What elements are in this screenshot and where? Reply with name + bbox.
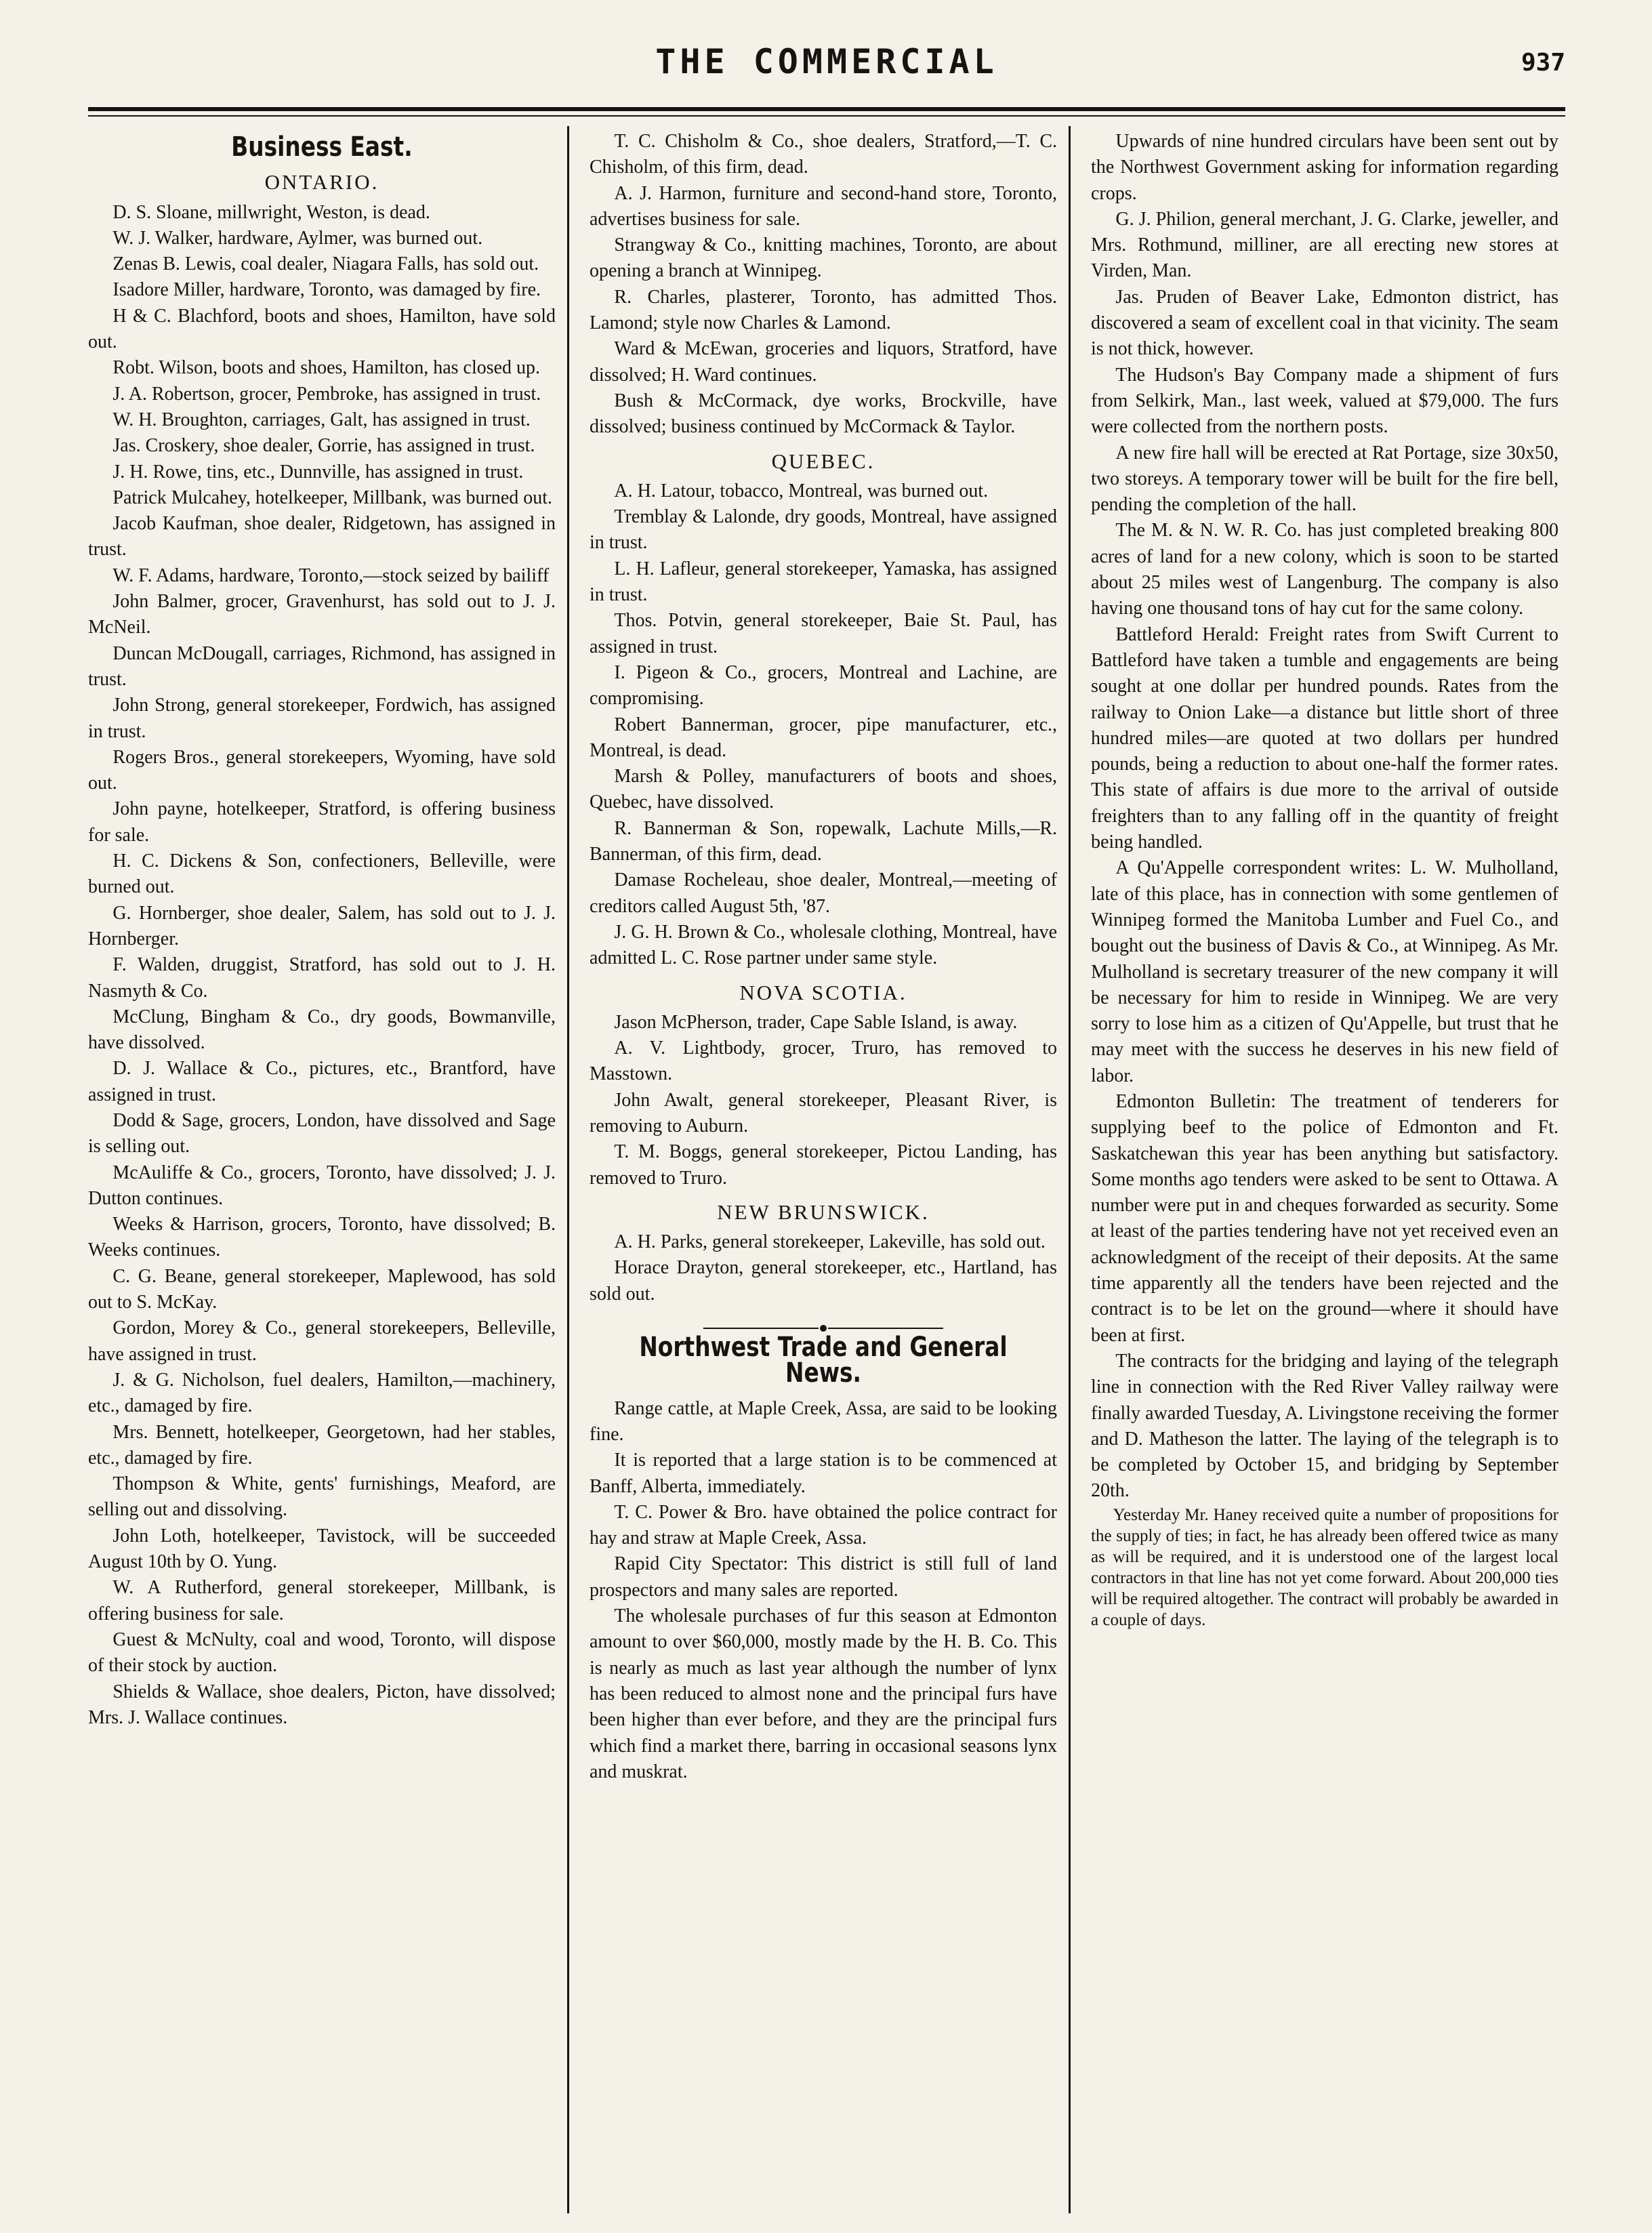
news-item: Upwards of nine hundred circulars have been sent out by the Northwest Government asking for information regarding crops.: [1091, 131, 1558, 204]
news-item: A Qu'Appelle correspondent writes: L. W. Mulholland, late of this place, has in connection with some gentlemen of Winnipeg formed the Manitoba Lumber and Fuel Co., and bought out the business of Davis & Co., at Winnipeg. As Mr. Mulholland is secretary treasurer of the new company it will be necessary for him to reside in Winnipeg. We are very sorry to lose him as a citizen of Qu'Appelle, but trust that he may meet with the success he deserves in his new field of labor.: [1091, 857, 1558, 1086]
news-item: D. S. Sloane, millwright, Weston, is dead.: [112, 201, 430, 223]
column-divider-1: [567, 126, 569, 2213]
news-item: J. & G. Nicholson, fuel dealers, Hamilton,—machinery, etc., damaged by fire.: [88, 1369, 556, 1417]
news-item: Range cattle, at Maple Creek, Assa, are said to be looking fine.: [590, 1397, 1057, 1445]
page-header: [88, 39, 1565, 107]
news-item: Patrick Mulcahey, hotelkeeper, Millbank, was burned out.: [112, 487, 553, 508]
news-item: R. Bannerman & Son, ropewalk, Lachute Mills,—R. Bannerman, of this firm, dead.: [590, 817, 1057, 865]
news-item: The contracts for the bridging and laying of the telegraph line in connection with the Red River Valley railway were finally awarded Tuesday, A. Livingstone receiving the former and D. Matheson the latter. The laying of the telegraph is to be completed by October 15, and bridging by September 20th.: [1091, 1350, 1558, 1502]
news-item: John Balmer, grocer, Gravenhurst, has sold out to J. J. McNeil.: [88, 591, 556, 638]
news-item: John Awalt, general storekeeper, Pleasant River, is removing to Auburn.: [590, 1089, 1057, 1136]
news-item: Isadore Miller, hardware, Toronto, was damaged by fire.: [112, 279, 541, 301]
news-item: G. J. Philion, general merchant, J. G. Clarke, jeweller, and Mrs. Rothmund, milliner, are all erecting new stores at Virden, Man.: [1091, 208, 1558, 282]
news-item: It is reported that a large station is to be commenced at Banff, Alberta, immediately.: [590, 1450, 1057, 1497]
news-item: W. A Rutherford, general storekeeper, Millbank, is offering business for sale.: [88, 1577, 556, 1624]
page-number: 937: [1521, 49, 1565, 77]
news-item: H. C. Dickens & Son, confectioners, Belleville, were burned out.: [88, 851, 556, 898]
news-item: Duncan McDougall, carriages, Richmond, has assigned in trust.: [88, 642, 556, 690]
news-item: H & C. Blachford, boots and shoes, Hamilton, have sold out.: [88, 305, 556, 353]
news-item: J. G. H. Brown & Co., wholesale clothing, Montreal, have admitted L. C. Rose partner under same style.: [590, 921, 1057, 969]
news-item: D. J. Wallace & Co., pictures, etc., Brantford, have assigned in trust.: [88, 1058, 556, 1105]
news-item: A. V. Lightbody, grocer, Truro, has removed to Masstown.: [590, 1038, 1057, 1085]
news-item: W. F. Adams, hardware, Toronto,—stock seized by bailiff: [112, 565, 550, 586]
news-item: T. M. Boggs, general storekeeper, Pictou Landing, has removed to Truro.: [590, 1141, 1057, 1189]
news-item: Gordon, Morey & Co., general storekeepers, Belleville, have assigned in trust.: [88, 1317, 556, 1365]
region-subheading: QUEBEC.: [771, 449, 875, 473]
news-item: F. Walden, druggist, Stratford, has sold out to J. H. Nasmyth & Co.: [88, 954, 556, 1002]
region-subheading: ONTARIO.: [264, 170, 379, 194]
news-item: Mrs. Bennett, hotelkeeper, Georgetown, had her stables, etc., damaged by fire.: [88, 1421, 556, 1469]
news-item: Yesterday Mr. Haney received quite a number of propositions for the supply of ties; in fact, he has already been offered twice as many as will be required, and it is understood one of the largest local contractors in that line has not yet come forward. About 200,000 ties will be required altogether. The contract will probably be awarded in a couple of days.: [1091, 1505, 1558, 1629]
news-item: Rapid City Spectator: This district is still full of land prospectors and many sales are reported.: [590, 1553, 1057, 1601]
news-item: Ward & McEwan, groceries and liquors, Stratford, have dissolved; H. Ward continues.: [590, 338, 1057, 386]
column-divider-2: [1069, 126, 1071, 2213]
news-item: R. Charles, plasterer, Toronto, has admitted Thos. Lamond; style now Charles & Lamond.: [590, 286, 1057, 334]
news-item: Jas. Croskery, shoe dealer, Gorrie, has assigned in trust.: [112, 435, 535, 457]
region-subheading: NOVA SCOTIA.: [739, 980, 907, 1004]
header-rule-thick: [88, 107, 1565, 111]
news-item: Thompson & White, gents' furnishings, Meaford, are selling out and dissolving.: [88, 1473, 556, 1521]
section-separator: [590, 1314, 1057, 1324]
region-subheading: NEW BRUNSWICK.: [717, 1200, 930, 1224]
news-item: I. Pigeon & Co., grocers, Montreal and Lachine, are compromising.: [590, 661, 1057, 710]
column-1: [88, 129, 556, 2203]
news-item: John payne, hotelkeeper, Stratford, is offering business for sale.: [88, 798, 556, 846]
news-item: T. C. Power & Bro. have obtained the police contract for hay and straw at Maple Creek, Assa.: [590, 1501, 1057, 1549]
section-heading: Northwest Trade and General News.: [639, 1332, 1008, 1389]
news-item: Robt. Wilson, boots and shoes, Hamilton, has closed up.: [112, 357, 541, 379]
news-item: Thos. Potvin, general storekeeper, Baie St. Paul, has assigned in trust.: [590, 610, 1057, 657]
news-item: The Hudson's Bay Company made a shipment of furs from Selkirk, Man., last week, valued at $79,000. The furs were collected from the northern posts.: [1091, 364, 1558, 438]
news-item: J. H. Rowe, tins, etc., Dunnville, has assigned in trust.: [112, 461, 524, 483]
news-item: Battleford Herald: Freight rates from Swift Current to Battleford have taken a tumble and engagements are being sought at one dollar per hundred pounds. Rates from the railway to Onion Lake—a distance but little short of three hundred miles—are quoted at two dollars per hundred pounds, being a reduction to about one-half the former rates. This state of affairs is due more to the arrival of outside freighters than to any falling off in the quantity of freight being handled.: [1091, 623, 1558, 853]
news-item: Strangway & Co., knitting machines, Toronto, are about opening a branch at Winnipeg.: [590, 234, 1057, 282]
news-item: A new fire hall will be erected at Rat Portage, size 30x50, two storeys. A temporary tower will be built for the fire bell, pending the completion of the hall.: [1091, 442, 1558, 516]
news-item: L. H. Lafleur, general storekeeper, Yamaska, has assigned in trust.: [590, 558, 1057, 606]
news-item: Jason McPherson, trader, Cape Sable Island, is away.: [614, 1011, 1018, 1033]
news-item: McClung, Bingham & Co., dry goods, Bowmanville, have dissolved.: [88, 1006, 556, 1054]
news-item: John Loth, hotelkeeper, Tavistock, will be succeeded August 10th by O. Yung.: [88, 1525, 556, 1573]
news-item: Weeks & Harrison, grocers, Toronto, have dissolved; B. Weeks continues.: [88, 1214, 556, 1261]
news-item: A. H. Latour, tobacco, Montreal, was burned out.: [614, 480, 989, 501]
header-rule-thin: [88, 115, 1565, 117]
masthead-title: THE COMMERCIAL: [655, 42, 998, 81]
news-item: Edmonton Bulletin: The treatment of tenderers for supplying beef to the police of Edmonton and Ft. Saskatchewan this year has been anything but satisfactory. Some months ago tenders were asked to be sent to Ottawa. A number were put in and cheques forwarded as security. Some at least of the parties tendering have not yet received even an acknowledgment of the receipt of their deposits. At the same time apparently all the tenders have been rejected and the contract is to be let on the ground—where it should have been at first.: [1091, 1090, 1558, 1346]
news-item: Rogers Bros., general storekeepers, Wyoming, have sold out.: [88, 746, 556, 794]
news-item: C. G. Beane, general storekeeper, Maplewood, has sold out to S. McKay.: [88, 1265, 556, 1313]
section-heading: Business East.: [231, 131, 413, 163]
news-item: W. J. Walker, hardware, Aylmer, was burned out.: [112, 227, 483, 249]
news-item: Marsh & Polley, manufacturers of boots and shoes, Quebec, have dissolved.: [590, 766, 1057, 813]
news-item: Jas. Pruden of Beaver Lake, Edmonton district, has discovered a seam of excellent coal in that vicinity. The seam is not thick, however.: [1091, 286, 1558, 360]
news-item: Jacob Kaufman, shoe dealer, Ridgetown, has assigned in trust.: [88, 513, 556, 560]
news-item: The wholesale purchases of fur this season at Edmonton amount to over $60,000, mostly made by the H. B. Co. This is nearly as much as last year although the number of lynx has been reduced to almost none and the principal furs have been higher than ever before, and they are the principal furs which find a market there, barring in occasional seasons lynx and muskrat.: [590, 1605, 1057, 1782]
news-item: Zenas B. Lewis, coal dealer, Niagara Falls, has sold out.: [112, 253, 539, 275]
news-item: A. J. Harmon, furniture and second-hand store, Toronto, advertises business for sale.: [590, 182, 1057, 230]
news-item: John Strong, general storekeeper, Fordwich, has assigned in trust.: [88, 695, 556, 742]
news-item: Shields & Wallace, shoe dealers, Picton, have dissolved; Mrs. J. Wallace continues.: [88, 1681, 556, 1728]
news-item: J. A. Robertson, grocer, Pembroke, has assigned in trust.: [112, 383, 541, 405]
news-item: G. Hornberger, shoe dealer, Salem, has sold out to J. J. Hornberger.: [88, 902, 556, 949]
news-item: The M. & N. W. R. Co. has just completed breaking 800 acres of land for a new colony, which is soon to be started about 25 miles west of Langenburg. The company is also having one thousand tons of hay cut for the same colony.: [1091, 520, 1558, 619]
news-item: Damase Rocheleau, shoe dealer, Montreal,—meeting of creditors called August 5th, '87.: [590, 869, 1057, 917]
news-item: A. H. Parks, general storekeeper, Lakeville, has sold out.: [614, 1231, 1046, 1253]
news-item: Bush & McCormack, dye works, Brockville, have dissolved; business continued by McCormack & Taylor.: [590, 390, 1057, 438]
column-2: [590, 129, 1057, 2203]
news-item: Guest & McNulty, coal and wood, Toronto, will dispose of their stock by auction.: [88, 1628, 556, 1677]
news-item: T. C. Chisholm & Co., shoe dealers, Stratford,—T. C. Chisholm, of this firm, dead.: [590, 131, 1057, 178]
news-item: Robert Bannerman, grocer, pipe manufacturer, etc., Montreal, is dead.: [590, 714, 1057, 761]
news-item: Dodd & Sage, grocers, London, have dissolved and Sage is selling out.: [88, 1109, 556, 1158]
column-3: [1091, 129, 1558, 2203]
news-item: Horace Drayton, general storekeeper, etc., Hartland, has sold out.: [590, 1257, 1057, 1305]
news-item: McAuliffe & Co., grocers, Toronto, have dissolved; J. J. Dutton continues.: [88, 1162, 556, 1209]
news-item: W. H. Broughton, carriages, Galt, has assigned in trust.: [112, 409, 531, 430]
news-item: Tremblay & Lalonde, dry goods, Montreal, have assigned in trust.: [590, 506, 1057, 554]
